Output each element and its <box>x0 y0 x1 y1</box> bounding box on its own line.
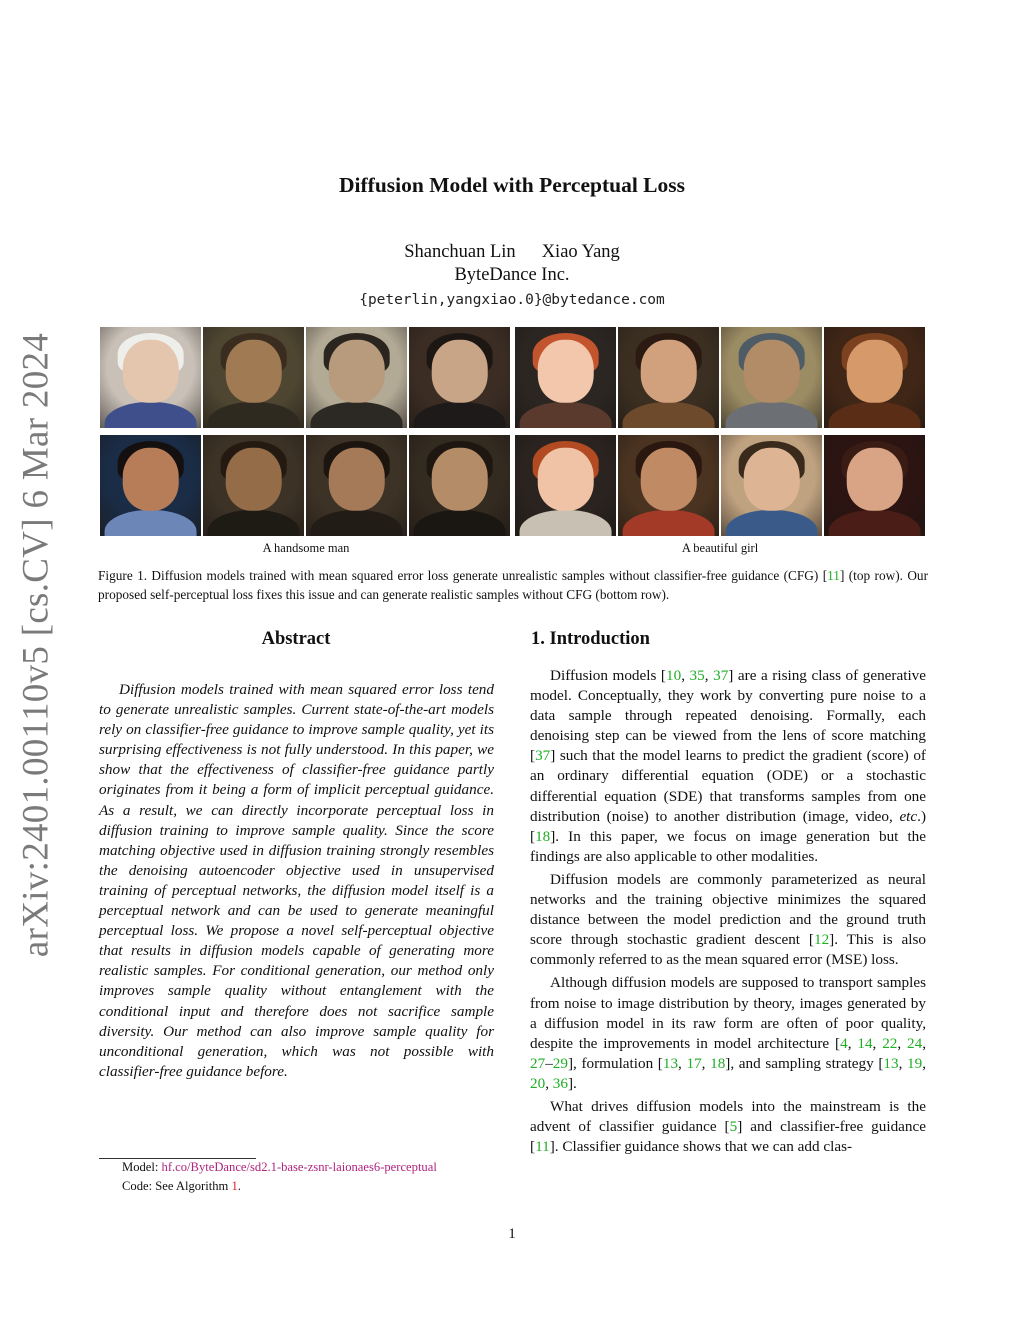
intro-text: , <box>897 1034 908 1052</box>
intro-text: ]. This is also commonly referred to as the mean squared error (MSE) loss. <box>530 931 926 969</box>
arxiv-identifier: arXiv:2401.00110v5 [cs.CV] 6 Mar 2024 <box>15 332 57 958</box>
intro-text: What drives diffusion models into the mainstream is the advent of classifier guidance [ <box>530 1097 926 1136</box>
intro-text: , <box>701 1054 711 1072</box>
citation-link[interactable]: 37 <box>713 667 729 684</box>
citation-link[interactable]: 20 <box>530 1074 546 1092</box>
caption-text: Figure 1. Diffusion models trained with mean squared error loss generate unrealistic samples without classifier-free guidance (CFG) [ <box>98 568 828 583</box>
intro-text: , <box>704 667 714 684</box>
portrait-image <box>824 435 925 536</box>
page-number: 1 <box>508 1226 516 1242</box>
portrait-image <box>306 435 407 536</box>
figure-caption <box>98 566 928 604</box>
algorithm-link[interactable]: 1 <box>231 1179 238 1193</box>
citation-link[interactable]: 13 <box>883 1054 899 1072</box>
citation-link[interactable]: 14 <box>857 1034 873 1052</box>
intro-text: ]. Classifier guidance shows that we can add clas- <box>549 1138 853 1156</box>
intro-paragraph <box>530 973 926 1094</box>
citation-link[interactable]: 35 <box>689 667 705 684</box>
intro-text: , <box>922 1034 927 1052</box>
footnote-divider <box>99 1158 256 1159</box>
intro-text: ] such that the model learns to predict the gradient (score) of an ordinary differential equation (ODE) or a stochastic differential equation (SDE) that transforms samples from one distribution (noise) to another distribution (image, video, <box>530 747 926 825</box>
intro-text: ] are a rising class of generative model. Conceptually, they work by converting pure noise to a data sample through repeated denoising. Formally, each denoising step can be viewed from the lens of score matching [ <box>530 667 926 765</box>
figure-1-image-grid <box>100 327 926 538</box>
portrait-image <box>515 327 616 428</box>
portrait-image <box>100 435 201 536</box>
portrait-image <box>409 435 510 536</box>
citation-link[interactable]: 27 <box>530 1054 546 1072</box>
portrait-image <box>618 327 719 428</box>
portrait-image <box>824 327 925 428</box>
intro-paragraph <box>530 870 926 970</box>
figure-label-left: A handsome man <box>262 541 350 555</box>
intro-text: Diffusion models [ <box>550 667 666 684</box>
intro-text: , <box>898 1054 908 1072</box>
figure-label-right: A beautiful girl <box>681 541 759 555</box>
citation-link[interactable]: 11 <box>535 1138 550 1156</box>
footnote-punct: . <box>237 1179 241 1193</box>
citation-link[interactable]: 29 <box>552 1054 568 1072</box>
citation-link[interactable]: 17 <box>686 1054 702 1072</box>
portrait-image <box>203 327 304 428</box>
citation-link[interactable]: 4 <box>840 1034 848 1052</box>
intro-paragraph <box>530 666 926 867</box>
intro-text: .) [ <box>530 807 926 845</box>
abstract-heading: Abstract <box>261 629 331 649</box>
citation-link[interactable]: 24 <box>907 1034 923 1052</box>
citation-link[interactable]: 18 <box>710 1054 726 1072</box>
citation-link[interactable]: 5 <box>729 1118 738 1136</box>
footnote-model <box>122 1160 437 1175</box>
intro-text: – <box>545 1054 553 1072</box>
introduction-body <box>530 666 926 1160</box>
intro-paragraph <box>530 1097 926 1157</box>
portrait-image <box>409 327 510 428</box>
footnote-label: Code: See Algorithm <box>122 1179 232 1193</box>
portrait-image <box>721 435 822 536</box>
footnote-code <box>122 1179 241 1194</box>
paper-title: Diffusion Model with Perceptual Loss <box>339 173 685 197</box>
citation-link[interactable]: 36 <box>552 1074 568 1092</box>
citation-link[interactable]: 13 <box>662 1054 679 1072</box>
author-name: Shanchuan Lin <box>404 242 516 262</box>
abstract-body: Diffusion models trained with mean squared error loss tend to generate unrealistic samples. Current state-of-the-art models rely on classifier-free guidance to improve sample quality, yet its surprising effectiveness is not fully understood. In this paper, we show that the effectiveness of classifier-free guidance partly originates from it being a form of implicit perceptual guidance. As a result, we can directly incorporate perceptual loss in diffusion training to improve sample quality. Since the score matching objective used in diffusion training strongly resembles the denoising autoencoder objective used in unsupervised training of perceptual networks, the diffusion model itself is a perceptual network and can be used to generate meaningful perceptual loss. We propose a novel self-perceptual objective that results in diffusion models capable of generating more realistic samples. For conditional generation, our method only improves sample quality without entanglement with the conditional input and therefore does not sacrifice sample diversity. Our method can also improve sample quality for unconditional generation, which was not possible with classifier-free guidance before. <box>99 681 494 1080</box>
intro-text: , <box>545 1074 553 1092</box>
citation-link[interactable]: 11 <box>827 568 840 583</box>
intro-text: , <box>678 1054 687 1072</box>
intro-text: ] and classifier-free guidance [ <box>530 1118 927 1156</box>
intro-text: ]. <box>567 1074 577 1092</box>
author-name: Xiao Yang <box>541 242 620 262</box>
citation-link[interactable]: 18 <box>535 827 551 845</box>
intro-text: ]. In this paper, we focus on image generation but the findings are also applicable to other modalities. <box>530 827 926 865</box>
portrait-image <box>515 435 616 536</box>
citation-link[interactable]: 22 <box>882 1034 898 1052</box>
portrait-image <box>618 435 719 536</box>
portrait-image <box>203 435 304 536</box>
intro-text: , <box>872 1034 883 1052</box>
intro-text: Diffusion models are commonly parameterized as neural networks and the training objective minimizes the squared distance between the model prediction and the ground truth score through stochastic gradient descent [ <box>530 870 926 949</box>
intro-text: Although diffusion models are supposed to transport samples from noise to image distribution by theory, images generated by a diffusion model in its raw form are often of poor quality, despite the improvements in model architecture [ <box>530 974 926 1052</box>
intro-text: , <box>922 1054 927 1072</box>
portrait-image <box>306 327 407 428</box>
portrait-image <box>721 327 822 428</box>
portrait-image <box>100 327 201 428</box>
intro-text: , <box>681 667 690 684</box>
intro-text: , <box>847 1034 858 1052</box>
footnote-label: Model: <box>122 1160 162 1174</box>
citation-link[interactable]: 19 <box>907 1054 923 1072</box>
citation-link[interactable]: 37 <box>535 747 551 765</box>
intro-text: ], and sampling strategy [ <box>725 1054 884 1072</box>
model-link[interactable]: hf.co/ByteDance/sd2.1-base-zsnr-laionaes6-perceptual <box>161 1160 437 1174</box>
introduction-heading: 1. Introduction <box>531 629 650 649</box>
intro-text: ], formulation [ <box>567 1054 663 1072</box>
caption-text: ] (top row). Our proposed self-perceptual loss fixes this issue and can generate realistic samples without CFG (bottom row). <box>98 568 928 602</box>
citation-link[interactable]: 12 <box>813 931 830 949</box>
citation-link[interactable]: 10 <box>666 667 682 684</box>
affiliation: ByteDance Inc. <box>454 265 570 285</box>
author-line <box>0 242 1024 263</box>
intro-text: etc <box>899 807 918 825</box>
author-email: {peterlin,yangxiao.0}@bytedance.com <box>359 292 665 308</box>
